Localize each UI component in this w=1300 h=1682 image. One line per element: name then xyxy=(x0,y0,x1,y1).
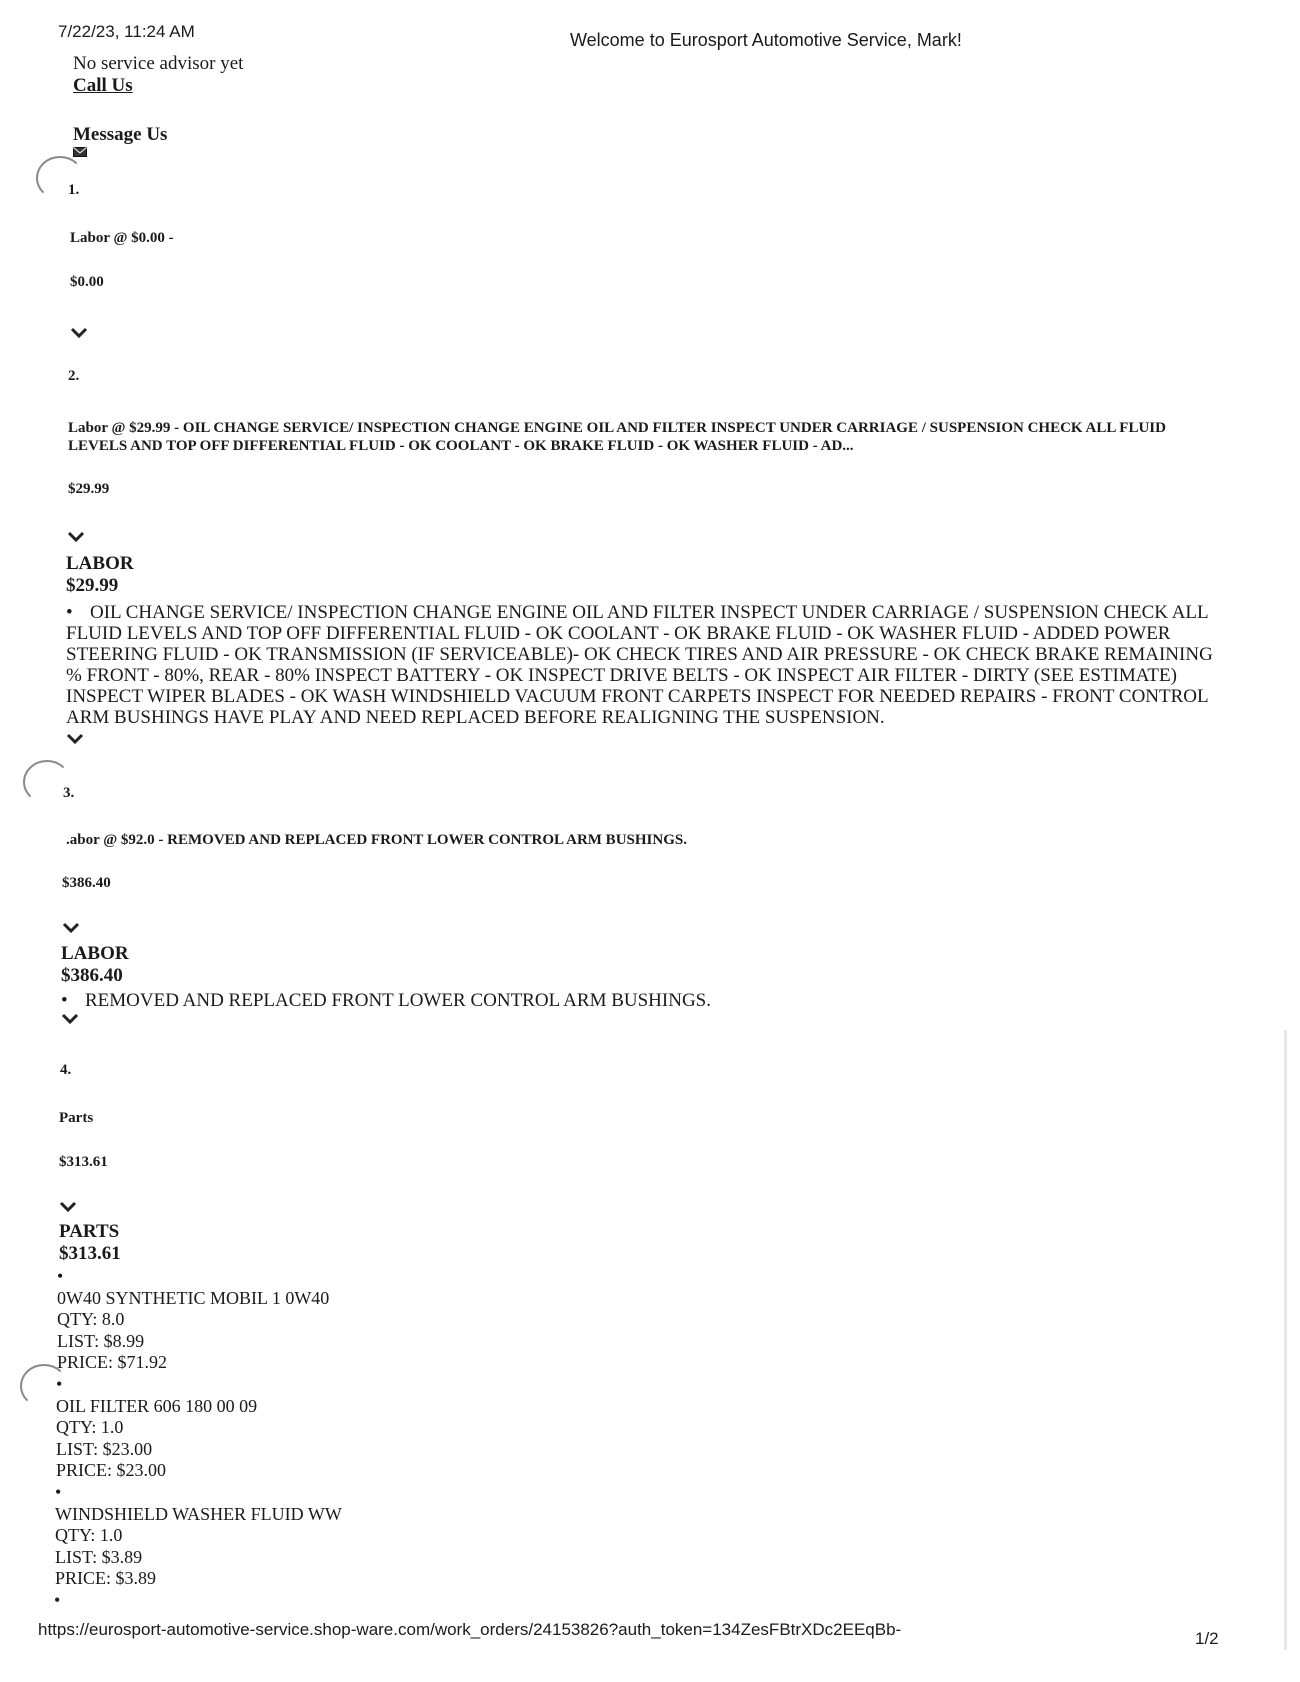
envelope-icon[interactable] xyxy=(73,147,87,157)
bullet: • xyxy=(56,1374,63,1394)
detail-heading: PARTS xyxy=(59,1221,120,1242)
item-number: 1. xyxy=(68,182,80,198)
chevron-down-icon[interactable] xyxy=(62,922,80,934)
detail-text: REMOVED AND REPLACED FRONT LOWER CONTROL ARM BUSHINGS. xyxy=(85,990,711,1011)
part-list-price: LIST: $3.89 xyxy=(55,1546,143,1567)
detail-heading: LABOR xyxy=(66,553,134,574)
page-number: 1/2 xyxy=(1195,1629,1219,1648)
part-entry xyxy=(55,1482,342,1590)
line-item-title: Labor @ $29.99 - OIL CHANGE SERVICE/ INSPECTION CHANGE ENGINE OIL AND FILTER INSPECT UNDER CARRIAGE / SUSPENSION CHECK ALL FLUID LEVELS AND TOP OFF DIFFERENTIAL FLUID - OK COOLANT - OK BRAKE FLUID - OK WASHER FLUID - AD... xyxy=(68,420,1166,454)
part-price: PRICE: $23.00 xyxy=(56,1460,167,1480)
bullet: • xyxy=(55,1482,62,1502)
part-name: WINDSHIELD WASHER FLUID WW xyxy=(55,1503,342,1524)
item-number: 2. xyxy=(68,368,80,384)
bullet: • xyxy=(54,1590,61,1610)
line-item-amount: $29.99 xyxy=(68,481,110,497)
bullet: • xyxy=(66,602,73,623)
part-name: OIL FILTER 606 180 00 09 xyxy=(56,1395,258,1416)
part-entry xyxy=(57,1266,329,1374)
message-us-label[interactable]: Message Us xyxy=(73,124,168,145)
call-us-link[interactable]: Call Us xyxy=(73,75,133,96)
chevron-down-icon[interactable] xyxy=(66,733,84,745)
part-entry xyxy=(56,1374,257,1482)
item-number: 3. xyxy=(63,785,75,801)
welcome-message: Welcome to Eurosport Automotive Service, Mark! xyxy=(570,30,962,50)
detail-amount: $29.99 xyxy=(66,575,119,596)
part-list-price: LIST: $23.00 xyxy=(56,1438,153,1459)
print-url: https://eurosport-automotive-service.shop-ware.com/work_orders/24153826?auth_token=134ZesFBtrXDc2EEqBb- xyxy=(38,1620,902,1639)
part-qty: QTY: 1.0 xyxy=(55,1525,123,1545)
line-item-title: Parts xyxy=(59,1110,94,1126)
detail-description xyxy=(61,990,711,1011)
print-datetime: 7/22/23, 11:24 AM xyxy=(58,22,195,41)
part-price: PRICE: $3.89 xyxy=(55,1568,157,1588)
bullet: • xyxy=(57,1266,64,1286)
detail-heading: LABOR xyxy=(61,943,129,964)
chevron-down-icon[interactable] xyxy=(67,531,85,543)
detail-description xyxy=(66,602,1226,728)
part-price: PRICE: $71.92 xyxy=(57,1352,168,1372)
part-qty: QTY: 8.0 xyxy=(57,1309,125,1329)
advisor-text: No service advisor yet xyxy=(73,53,244,74)
scan-edge xyxy=(1284,1030,1287,1650)
chevron-down-icon[interactable] xyxy=(59,1201,77,1213)
detail-amount: $313.61 xyxy=(59,1243,121,1264)
line-item-title: Labor @ $0.00 - xyxy=(70,230,174,246)
part-name: 0W40 SYNTHETIC MOBIL 1 0W40 xyxy=(57,1287,330,1308)
line-item-amount: $386.40 xyxy=(62,875,111,891)
item-number: 4. xyxy=(60,1062,72,1078)
bullet: • xyxy=(61,990,68,1011)
service-advisor-status xyxy=(73,53,243,97)
chevron-down-icon[interactable] xyxy=(61,1013,79,1025)
chevron-down-icon[interactable] xyxy=(70,327,88,339)
detail-amount: $386.40 xyxy=(61,965,123,986)
line-item-amount: $0.00 xyxy=(70,274,104,290)
part-list-price: LIST: $8.99 xyxy=(57,1330,145,1351)
part-qty: QTY: 1.0 xyxy=(56,1417,124,1437)
line-item-amount: $313.61 xyxy=(59,1154,108,1170)
detail-text: OIL CHANGE SERVICE/ INSPECTION CHANGE ENGINE OIL AND FILTER INSPECT UNDER CARRIAGE / SUSPENSION CHECK ALL FLUID LEVELS AND TOP OFF DIFFERENTIAL FLUID - OK COOLANT - OK BRAKE FLUID - OK WASHER FLUID - ADDED POWER STEERING FLUID - OK TRANSMISSION (IF SERVICEABLE)- OK CHECK TIRES AND AIR PRESSURE - OK CHECK BRAKE REMAINING % FRONT - 80%, REAR - 80% INSPECT BATTERY - OK INSPECT DRIVE BELTS - OK INSPECT AIR FILTER - DIRTY (SEE ESTIMATE) INSPECT WIPER BLADES - OK WASH WINDSHIELD VACUUM FRONT CARPETS INSPECT FOR NEEDED REPAIRS - FRONT CONTROL ARM BUSHINGS HAVE PLAY AND NEED REPLACED BEFORE REALIGNING THE SUSPENSION. xyxy=(66,602,1213,728)
line-item-title: .abor @ $92.0 - REMOVED AND REPLACED FRONT LOWER CONTROL ARM BUSHINGS. xyxy=(66,832,687,848)
